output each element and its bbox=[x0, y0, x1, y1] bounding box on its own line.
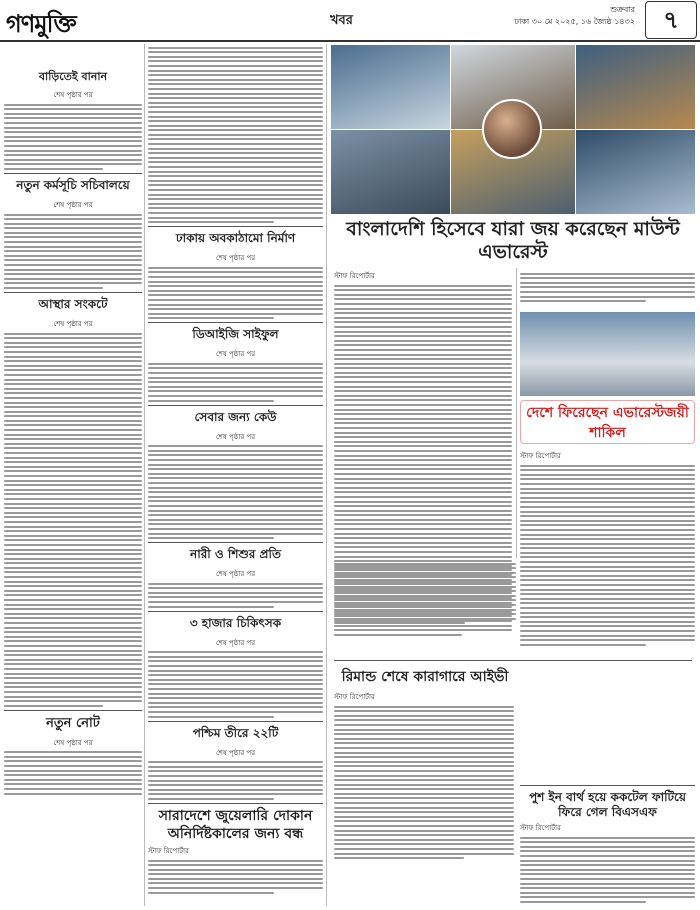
article-body bbox=[148, 445, 323, 539]
article-headline: নারী ও শিশুর প্রতি bbox=[190, 547, 281, 562]
shakil-body bbox=[520, 448, 695, 648]
article-headline: নতুন নোট bbox=[46, 715, 100, 731]
article-body bbox=[4, 751, 142, 794]
article-byline: স্টাফ রিপোর্টার bbox=[520, 452, 561, 460]
lead-body-2 bbox=[520, 270, 695, 305]
lead-headline: বাংলাদেশি হিসেবে যারা জয় করেছেন মাউন্ট এভারেস্ট bbox=[346, 218, 680, 263]
article-byline: স্টাফ রিপোর্টার bbox=[520, 824, 561, 832]
article-byline: শেষ পৃষ্ঠার পর bbox=[215, 350, 256, 359]
article-headline: ডিআইজি সাইফুল bbox=[192, 327, 279, 342]
bsf-article bbox=[520, 785, 695, 906]
article-headline: ৩ হাজার চিকিৎসক bbox=[189, 615, 282, 630]
article-byline: শেষ পৃষ্ঠার পর bbox=[53, 738, 93, 747]
article-byline: স্টাফ রিপোর্টার bbox=[148, 846, 189, 855]
article-byline: শেষ পৃষ্ঠার পর bbox=[215, 638, 256, 647]
article-headline: দেশে ফিরেছেন এভারেস্টজয়ী শাকিল bbox=[520, 400, 695, 444]
article-headline: নতুন কর্মসূচি সচিবালয়ে bbox=[16, 177, 130, 192]
lead-body-3 bbox=[334, 560, 516, 627]
article-headline: রিমান্ড শেষে কারাগারে আইভী bbox=[341, 669, 509, 685]
article-headline: সেবার জন্য কেউ bbox=[194, 409, 277, 424]
column-2 bbox=[148, 44, 323, 910]
article-body bbox=[4, 333, 142, 707]
article-body bbox=[148, 47, 323, 224]
article-byline: শেষ পৃষ্ঠার পর bbox=[53, 320, 93, 328]
article-byline: শেষ পৃষ্ঠার পর bbox=[215, 432, 256, 441]
shakil-photo bbox=[520, 312, 695, 396]
article-body bbox=[148, 761, 323, 800]
article-body bbox=[4, 104, 142, 170]
article-headline: পুশ ইন বার্থ হয়ে ককটেল ফাটিয়ে ফিরে গেল বিএসএফ bbox=[529, 790, 686, 819]
dateline-date: ঢাকা ৩০ মে ২০২৫, ১৬ জ্যৈষ্ঠ ১৪৩২ bbox=[514, 17, 635, 26]
article-body bbox=[4, 214, 142, 290]
dateline bbox=[505, 4, 635, 28]
page-number: ৭ bbox=[645, 1, 697, 39]
article-byline: শেষ পৃষ্ঠার পর bbox=[53, 91, 93, 99]
article-body bbox=[148, 860, 323, 894]
column-rule bbox=[326, 44, 327, 906]
article-byline: শেষ পৃষ্ঠার পর bbox=[215, 254, 256, 263]
article-body bbox=[148, 267, 323, 320]
column-rule bbox=[144, 44, 145, 906]
article-headline: বাড়িতেই বানান bbox=[38, 70, 108, 83]
article-byline: শেষ পৃষ্ঠার পর bbox=[215, 748, 256, 757]
article-headline: ঢাকায় অবকাঠামো নির্মাণ bbox=[175, 231, 296, 246]
column-rule bbox=[516, 268, 517, 558]
article-headline: সারাদেশে জুয়েলারি দোকান অনির্দিষ্টকালের জন্য বন্ধ bbox=[158, 807, 313, 842]
article-byline: স্টাফ রিপোর্টার bbox=[334, 693, 375, 701]
article-body bbox=[148, 363, 323, 402]
dateline-day: শুক্রবার bbox=[610, 5, 635, 14]
article-body bbox=[148, 651, 323, 717]
column-1 bbox=[4, 44, 142, 910]
newspaper-logo: গণমুক্তি bbox=[6, 9, 76, 38]
article-headline: পশ্চিম তীরে ২২টি bbox=[192, 725, 279, 740]
article-byline: শেষ পৃষ্ঠার পর bbox=[215, 570, 256, 579]
article-body bbox=[148, 583, 323, 608]
masthead bbox=[0, 0, 700, 42]
article-byline: স্টাফ রিপোর্টার bbox=[334, 272, 375, 280]
article-headline: আস্থার সংকটে bbox=[38, 297, 108, 311]
article-byline: শেষ পৃষ্ঠার পর bbox=[53, 200, 93, 209]
everest-climbers-photo bbox=[330, 44, 695, 214]
section-name: খবর bbox=[330, 13, 353, 28]
